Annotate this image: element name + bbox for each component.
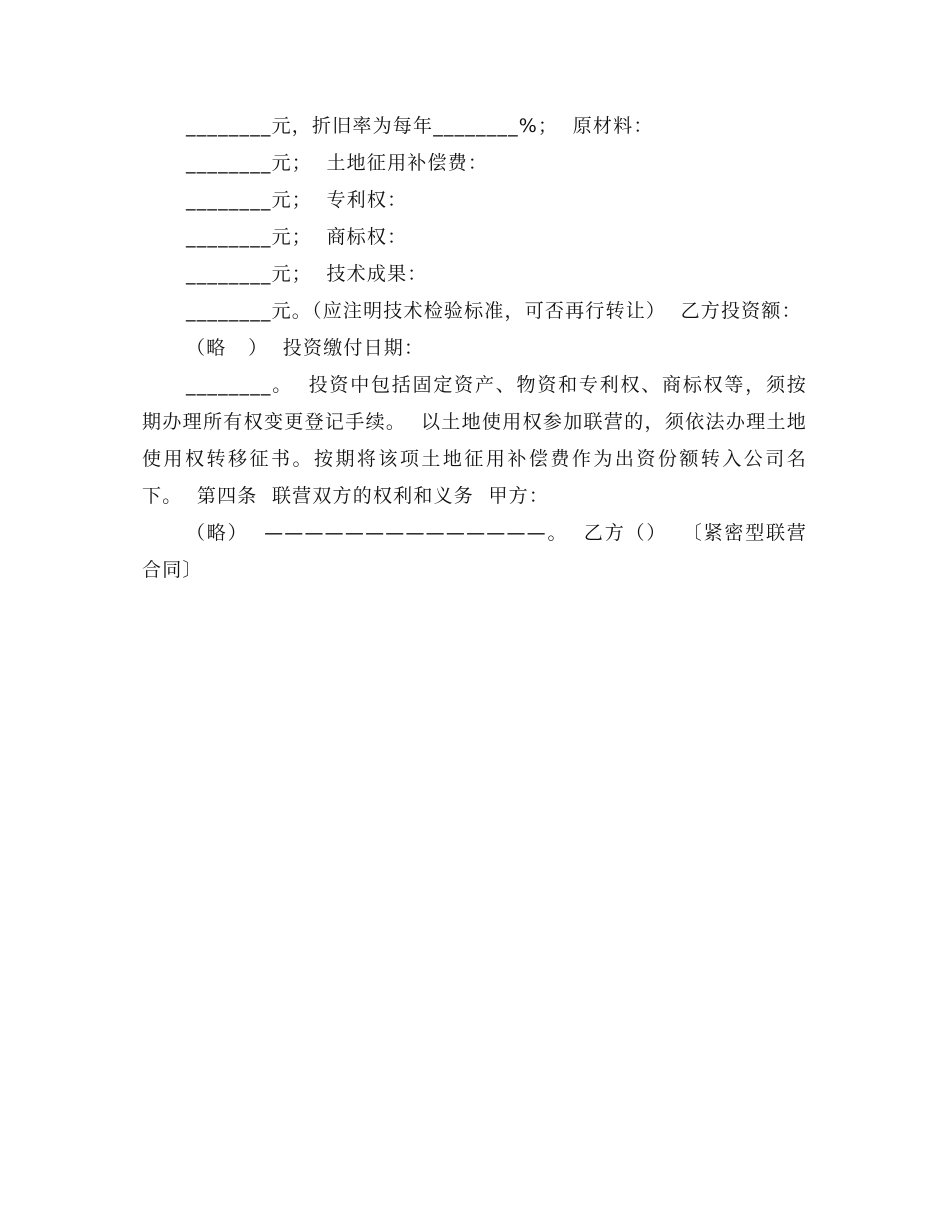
line-tech-achievement: ________元； 技术成果： — [186, 263, 428, 285]
line-patent: ________元； 专利权： — [186, 189, 408, 211]
line-trademark: ________元； 商标权： — [186, 226, 408, 248]
line-payment-date: （略 ） 投资缴付日期： — [186, 337, 425, 359]
line-depreciation: ________元，折旧率为每年________%； 原材料： — [186, 115, 654, 137]
paragraph-rights: （略） ——————————————。 乙方（） 〔紧密型联营合同〕 — [142, 522, 807, 581]
document-body — [142, 108, 807, 589]
paragraph-investment-b: ________元。（应注明技术检验标准，可否再行转让） 乙方投资额： — [186, 300, 802, 322]
line-land-compensation: ________元； 土地征用补偿费： — [186, 152, 489, 174]
paragraph-payment: ________。 投资中包括固定资产、物资和专利权、商标权等，须按期办理所有权变更登记手续。 以土地使用权参加联营的，须依法办理土地使用权转移征书。按期将该项土地征用补偿费作为出资份额转入公司名下。 第四条 联营双方的权利和义务 甲方： — [142, 374, 807, 507]
